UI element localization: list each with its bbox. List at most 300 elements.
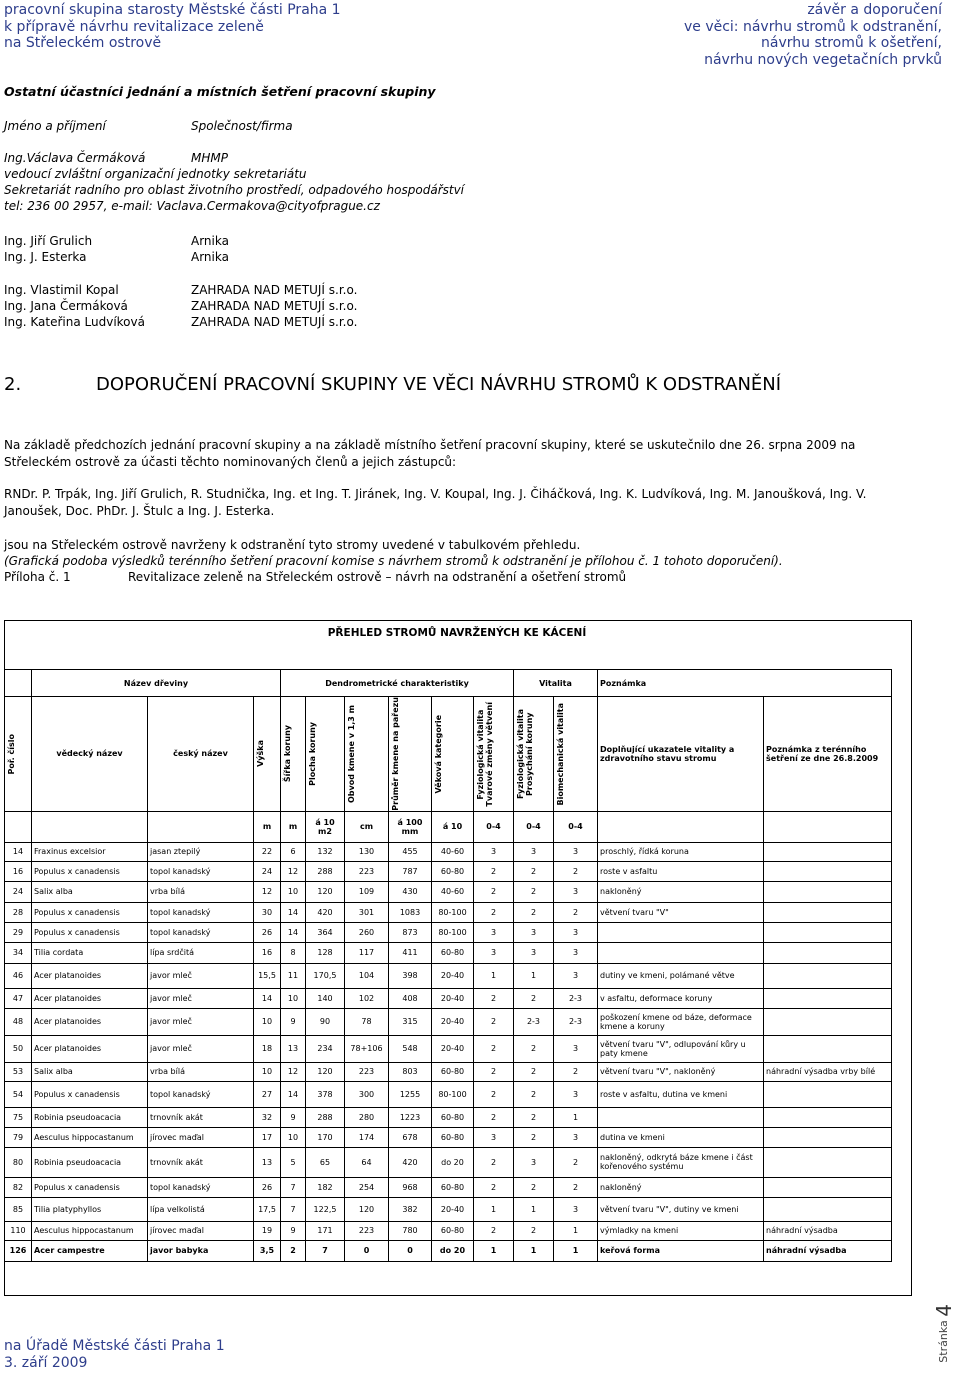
table-cell: 28 (5, 902, 32, 922)
contact-block (4, 150, 944, 214)
table-cell: 3 (554, 881, 598, 902)
table-cell: 60-80 (432, 1127, 474, 1147)
table-cell: jasan ztepilý (148, 842, 254, 861)
people-group-zahrada (4, 282, 357, 330)
table-cell: nakloněný (598, 881, 764, 902)
table-cell: trnovník akát (148, 1107, 254, 1127)
contact-role: vedoucí zvláštní organizační jednotky sekretariátu (4, 167, 307, 181)
table-cell: 80-100 (432, 902, 474, 922)
table-cell: 254 (345, 1177, 389, 1197)
table-cell: javor mleč (148, 1035, 254, 1062)
table-cell: 11 (281, 963, 306, 988)
person-company: Arnika (191, 250, 229, 264)
table-row (5, 1177, 892, 1197)
table-cell: 40-60 (432, 842, 474, 861)
col-header-scientific: vědecký název (32, 697, 148, 812)
table-cell: poškození kmene od báze, deformace kmene a koruny (598, 1008, 764, 1035)
person-company: ZAHRADA NAD METUJÍ s.r.o. (191, 299, 358, 313)
table-row (5, 881, 892, 902)
table-cell: 18 (254, 1035, 281, 1062)
table-cell: 132 (306, 842, 345, 861)
table-cell: 32 (254, 1107, 281, 1127)
table-cell: 780 (389, 1221, 432, 1240)
attachment-line (4, 569, 924, 586)
table-cell: 6 (281, 842, 306, 861)
table-cell (764, 1197, 892, 1221)
table-cell: 378 (306, 1081, 345, 1107)
table-cell: nakloněný (598, 1177, 764, 1197)
header-right-line: ve věci: návrhu stromů k odstranění, (683, 18, 942, 35)
table-cell: 1 (514, 1197, 554, 1221)
table-cell: 1 (554, 1240, 598, 1261)
table-cell: 60-80 (432, 1107, 474, 1127)
table-cell: 234 (306, 1035, 345, 1062)
col-header-age: Věková kategorie (434, 714, 443, 794)
table-cell: 170 (306, 1127, 345, 1147)
table-cell: Robinia pseudoacacia (32, 1147, 148, 1177)
table-row (5, 1127, 892, 1147)
table-cell: 65 (306, 1147, 345, 1177)
contact-name: Ing.Václava Čermáková (4, 151, 146, 165)
table-cell: 60-80 (432, 1221, 474, 1240)
table-cell: 20-40 (432, 1035, 474, 1062)
header-left (4, 2, 341, 52)
people-group-arnika (4, 233, 229, 265)
table-cell: v asfaltu, deformace koruny (598, 988, 764, 1008)
table-cell: topol kanadský (148, 1177, 254, 1197)
table-cell: 24 (254, 861, 281, 881)
person-name: Ing. Jiří Grulich (4, 234, 93, 248)
table-cell: 82 (5, 1177, 32, 1197)
table-cell: 53 (5, 1062, 32, 1081)
table-cell: 12 (254, 881, 281, 902)
table-cell: 14 (281, 902, 306, 922)
group-header-name: Název dřeviny (32, 670, 281, 697)
table-cell: roste v asfaltu, dutina ve kmeni (598, 1081, 764, 1107)
table-cell: 2 (474, 988, 514, 1008)
table-cell: 1 (474, 1240, 514, 1261)
person-name: Ing. Kateřina Ludvíková (4, 315, 145, 329)
paragraph-note: (Grafická podoba výsledků terénního šetření pracovní komise s návrhem stromů k odstranění je přílohou č. 1 tohoto doporučení). (4, 554, 783, 568)
table-cell: Populus x canadensis (32, 1177, 148, 1197)
table-cell: 110 (5, 1221, 32, 1240)
table-cell: 3 (554, 1081, 598, 1107)
table-cell: Aesculus hippocastanum (32, 1127, 148, 1147)
table-cell: 968 (389, 1177, 432, 1197)
table-cell: 20-40 (432, 1008, 474, 1035)
table-cell: 90 (306, 1008, 345, 1035)
table-cell (764, 1147, 892, 1177)
col-header-height: Výška (256, 740, 265, 768)
table-cell: 3 (514, 1147, 554, 1177)
table-cell: 104 (345, 963, 389, 988)
header-left-line: k přípravě návrhu revitalizace zeleně (4, 18, 264, 35)
col-header-order: Poř. číslo (7, 733, 16, 775)
table-cell: 2 (554, 1147, 598, 1177)
table-cell: 455 (389, 842, 432, 861)
table-cell: 128 (306, 942, 345, 963)
table-cell: náhradní výsadba (764, 1240, 892, 1261)
table-row (5, 1081, 892, 1107)
table-cell: Salix alba (32, 881, 148, 902)
table-cell: lípa srdčitá (148, 942, 254, 963)
table-cell: 60-80 (432, 942, 474, 963)
section-heading-text: DOPORUČENÍ PRACOVNÍ SKUPINY VE VĚCI NÁVRHU STROMŮ K ODSTRANĚNÍ (96, 374, 782, 395)
header-right-line: návrhu stromů k ošetření, (761, 35, 942, 51)
col-header-biomech: Biomechanická vitalita (556, 702, 565, 806)
table-cell: lípa velkolistá (148, 1197, 254, 1221)
person-row (4, 298, 357, 314)
table-row (5, 963, 892, 988)
table-cell: 2 (554, 902, 598, 922)
table-cell: 14 (281, 922, 306, 942)
table-cell: Tilia cordata (32, 942, 148, 963)
table-cell: 1255 (389, 1081, 432, 1107)
table-cell: 15,5 (254, 963, 281, 988)
table-cell: Acer platanoides (32, 988, 148, 1008)
table-cell (598, 942, 764, 963)
table-cell: Acer campestre (32, 1240, 148, 1261)
attachment-label: Příloha č. 1 (4, 570, 71, 584)
table-cell (764, 988, 892, 1008)
blank-header-cell (5, 670, 32, 697)
table-cell: 126 (5, 1240, 32, 1261)
table-cell: 75 (5, 1107, 32, 1127)
table-cell: dutiny ve kmeni, polámané větve (598, 963, 764, 988)
table-cell: 7 (281, 1197, 306, 1221)
table-cell: 60-80 (432, 1177, 474, 1197)
table-cell: 3 (554, 1197, 598, 1221)
table-cell: 2 (514, 1081, 554, 1107)
table-row (5, 1197, 892, 1221)
table-cell: proschlý, řídká koruna (598, 842, 764, 861)
unit-cell: 0-4 (554, 811, 598, 842)
table-cell: javor mleč (148, 963, 254, 988)
table-cell: Acer platanoides (32, 963, 148, 988)
table-cell: 50 (5, 1035, 32, 1062)
table-row (5, 842, 892, 861)
table-cell: 2 (474, 1035, 514, 1062)
table-cell: 1 (554, 1221, 598, 1240)
table-cell: 34 (5, 942, 32, 963)
table-cell: 398 (389, 963, 432, 988)
table-cell: 26 (254, 922, 281, 942)
table-cell: větvení tvaru "V", nakloněný (598, 1062, 764, 1081)
table-cell: 14 (281, 1081, 306, 1107)
table-cell: nakloněný, odkrytá báze kmene i část kořenového systému (598, 1147, 764, 1177)
table-cell: Populus x canadensis (32, 902, 148, 922)
col-header-indicators: Doplňující ukazatele vitality a zdravotního stavu stromu (598, 697, 764, 812)
table-cell: 2 (514, 902, 554, 922)
table-cell: Acer platanoides (32, 1035, 148, 1062)
group-header-dendro: Dendrometrické charakteristiky (281, 670, 514, 697)
table-cell: 1 (474, 1197, 514, 1221)
table-row (5, 902, 892, 922)
table-cell (764, 861, 892, 881)
table-cell: 80-100 (432, 1081, 474, 1107)
table-cell: 14 (254, 988, 281, 1008)
table-cell: 1 (514, 1240, 554, 1261)
table-cell: 2 (514, 881, 554, 902)
table-cell: větvení tvaru "V" (598, 902, 764, 922)
table-cell (764, 922, 892, 942)
table-cell: 2-3 (514, 1008, 554, 1035)
table-cell: 0 (389, 1240, 432, 1261)
table-cell: 5 (281, 1147, 306, 1177)
table-cell: 1083 (389, 902, 432, 922)
table-cell: 20-40 (432, 1197, 474, 1221)
paragraph-members: RNDr. P. Trpák, Ing. Jiří Grulich, R. Studnička, Ing. et Ing. T. Jiránek, Ing. V. Koupal, Ing. J. Čiháčková, Ing. K. Ludvíková, Ing. M. Janoušková, Ing. V. Janoušek, Doc. PhDr. J. Štulc a Ing. J. Esterka. (4, 487, 867, 518)
person-row (4, 249, 229, 265)
table-cell: 1 (554, 1107, 598, 1127)
participants-header (4, 118, 293, 134)
table-cell: keřová forma (598, 1240, 764, 1261)
company-column-header: Společnost/firma (191, 119, 293, 133)
table-cell: Populus x canadensis (32, 1081, 148, 1107)
table-cell: 60-80 (432, 861, 474, 881)
table-cell: topol kanadský (148, 1081, 254, 1107)
person-name: Ing. Vlastimil Kopal (4, 283, 119, 297)
table-cell: dutina ve kmeni (598, 1127, 764, 1147)
table-cell: Populus x canadensis (32, 861, 148, 881)
table-cell: 17,5 (254, 1197, 281, 1221)
table-cell: 420 (306, 902, 345, 922)
table-row (5, 1221, 892, 1240)
units-row (5, 811, 892, 842)
table-cell: 182 (306, 1177, 345, 1197)
table-cell: 3 (514, 942, 554, 963)
page-label: Stránka (937, 1320, 950, 1363)
contact-phone: tel: 236 00 2957, e-mail: Vaclava.Cermakova@cityofprague.cz (4, 199, 380, 213)
table-cell: Salix alba (32, 1062, 148, 1081)
table-cell: 20-40 (432, 988, 474, 1008)
name-column-header: Jméno a příjmení (4, 119, 106, 133)
table-cell: 2 (474, 1081, 514, 1107)
header-right-line: návrhu nových vegetačních prvků (704, 51, 942, 68)
table-cell: 430 (389, 881, 432, 902)
table-cell: javor mleč (148, 988, 254, 1008)
table-cell: 22 (254, 842, 281, 861)
table-cell: javor mleč (148, 1008, 254, 1035)
col-header-vitality-drying: Fyziologická vitalita Prosychání koruny (516, 708, 534, 799)
table-cell: Acer platanoides (32, 1008, 148, 1035)
table-cell (764, 963, 892, 988)
table-cell: 2 (514, 1177, 554, 1197)
table-cell: 223 (345, 1062, 389, 1081)
table-cell: 3 (514, 922, 554, 942)
unit-cell: 0-4 (514, 811, 554, 842)
table-cell (764, 881, 892, 902)
table-cell: 301 (345, 902, 389, 922)
table-cell: 2 (474, 881, 514, 902)
section-title: Ostatní účastníci jednání a místních šetření pracovní skupiny (4, 84, 436, 99)
table-row (5, 1147, 892, 1177)
table-cell: Aesculus hippocastanum (32, 1221, 148, 1240)
table-cell: 10 (254, 1008, 281, 1035)
table-cell (598, 922, 764, 942)
table-cell: 16 (5, 861, 32, 881)
table-cell: 3 (554, 922, 598, 942)
table-row (5, 1035, 892, 1062)
table-cell: 40-60 (432, 881, 474, 902)
table-cell: 2 (514, 1107, 554, 1127)
table-cell: 548 (389, 1035, 432, 1062)
table-cell: větvení tvaru "V", odlupování kůry u paty kmene (598, 1035, 764, 1062)
table-cell: 382 (389, 1197, 432, 1221)
table-cell (764, 1127, 892, 1147)
table-cell: náhradní výsadba (764, 1221, 892, 1240)
contact-dept: Sekretariát radního pro oblast životního prostředí, odpadového hospodářství (4, 183, 465, 197)
table-cell: jírovec maďal (148, 1221, 254, 1240)
col-header-diameter: Průměr kmene na pařezu (391, 697, 400, 811)
contact-company: MHMP (191, 151, 228, 165)
table-cell: 3 (474, 922, 514, 942)
page-number-value: 4 (932, 1304, 956, 1318)
table-cell: 1223 (389, 1107, 432, 1127)
table-cell: Fraxinus excelsior (32, 842, 148, 861)
table-row (5, 1240, 892, 1261)
table-cell: 2 (474, 1177, 514, 1197)
section-heading (4, 374, 781, 395)
section-number: 2. (4, 374, 22, 395)
table-cell: větvení tvaru "V", dutiny ve kmeni (598, 1197, 764, 1221)
table-cell: 3 (514, 842, 554, 861)
table-cell: 408 (389, 988, 432, 1008)
table-cell: 130 (345, 842, 389, 861)
table-cell: 2 (514, 1221, 554, 1240)
table-cell (764, 1177, 892, 1197)
table-cell: náhradní výsadba vrby bílé (764, 1062, 892, 1081)
table-cell: 9 (281, 1107, 306, 1127)
table-cell: 8 (281, 942, 306, 963)
table-cell: topol kanadský (148, 861, 254, 881)
table-cell: 2 (281, 1240, 306, 1261)
table-cell: 2-3 (554, 1008, 598, 1035)
table-cell: 3 (554, 942, 598, 963)
table-cell: 2 (474, 1107, 514, 1127)
table-cell: 3 (474, 942, 514, 963)
table-cell: 2 (554, 861, 598, 881)
table-cell: 78 (345, 1008, 389, 1035)
table-cell: 315 (389, 1008, 432, 1035)
unit-cell: á 10 (432, 811, 474, 842)
table-cell: 19 (254, 1221, 281, 1240)
table-cell: topol kanadský (148, 922, 254, 942)
table-cell (764, 842, 892, 861)
table-cell: 2-3 (554, 988, 598, 1008)
table-cell: 223 (345, 1221, 389, 1240)
table-cell: jírovec maďal (148, 1127, 254, 1147)
table-cell: 3,5 (254, 1240, 281, 1261)
table-cell: javor babyka (148, 1240, 254, 1261)
table-cell: 1 (474, 963, 514, 988)
table-cell: Tilia platyphyllos (32, 1197, 148, 1221)
paragraph-intro: Na základě předchozích jednání pracovní skupiny a na základě místního šetření pracovní skupiny, které se uskutečnilo dne 26. srpna 2009 na Střeleckém ostrově za účasti těchto nominovaných členů a jejich zástupců: (4, 438, 856, 469)
table-cell: 13 (254, 1147, 281, 1177)
unit-cell: á 10 m2 (306, 811, 345, 842)
table-cell: 2 (514, 1127, 554, 1147)
col-header-czech: český název (148, 697, 254, 812)
table-cell: 10 (281, 881, 306, 902)
footer-office: na Úřadě Městské části Praha 1 (4, 1338, 225, 1354)
table-cell: trnovník akát (148, 1147, 254, 1177)
paragraph-result: jsou na Střeleckém ostrově navrženy k odstranění tyto stromy uvedené v tabulkovém přehledu. (4, 538, 581, 552)
table-cell: 223 (345, 861, 389, 881)
table-cell: 2 (554, 1177, 598, 1197)
table-cell (764, 902, 892, 922)
col-header-girth: Obvod kmene v 1,3 m (347, 704, 356, 803)
page-number (932, 1304, 956, 1363)
table-cell: 10 (254, 1062, 281, 1081)
group-header-vitality: Vitalita (514, 670, 598, 697)
table-cell: 280 (345, 1107, 389, 1127)
table-cell: 2 (474, 1008, 514, 1035)
table-cell: 20-40 (432, 963, 474, 988)
table-title: PŘEHLED STROMŮ NAVRŽENÝCH KE KÁCENÍ (327, 627, 587, 639)
person-name: Ing. Jana Čermáková (4, 299, 128, 313)
table-cell: 1 (514, 963, 554, 988)
header-right-line: závěr a doporučení (807, 2, 942, 18)
table-cell: 2 (474, 902, 514, 922)
table-cell: 122,5 (306, 1197, 345, 1221)
table-cell: 48 (5, 1008, 32, 1035)
table-cell: 174 (345, 1127, 389, 1147)
person-company: Arnika (191, 234, 229, 248)
table-row (5, 1107, 892, 1127)
col-header-crown-width: Šířka koruny (283, 725, 292, 783)
table-cell (764, 1081, 892, 1107)
table-cell: 24 (5, 881, 32, 902)
table-cell (764, 1008, 892, 1035)
unit-cell: m (254, 811, 281, 842)
table-cell: 3 (554, 1035, 598, 1062)
table-cell: 2 (474, 1062, 514, 1081)
table-cell: 2 (474, 1147, 514, 1177)
table-cell (598, 1107, 764, 1127)
unit-cell: 0-4 (474, 811, 514, 842)
table-cell: 288 (306, 861, 345, 881)
table-cell: 2 (514, 988, 554, 1008)
table-cell: 364 (306, 922, 345, 942)
col-header-vitality-branching: Fyziologická vitalita Tvarové změny větvení (476, 701, 494, 807)
table-cell: 54 (5, 1081, 32, 1107)
col-header-field-note: Poznámka z terénního šetření ze dne 26.8.2009 (764, 697, 892, 812)
table-cell: 80 (5, 1147, 32, 1177)
table-cell: 17 (254, 1127, 281, 1147)
unit-cell: á 100 mm (389, 811, 432, 842)
table-cell: 288 (306, 1107, 345, 1127)
table-row (5, 988, 892, 1008)
table-row (5, 1062, 892, 1081)
table-cell: 2 (474, 1221, 514, 1240)
table-cell: 26 (254, 1177, 281, 1197)
header-right (684, 2, 942, 68)
table-cell: 678 (389, 1127, 432, 1147)
table-cell: 14 (5, 842, 32, 861)
table-cell (764, 942, 892, 963)
table-cell: 3 (554, 842, 598, 861)
table-cell: 27 (254, 1081, 281, 1107)
table-cell: výmladky na kmeni (598, 1221, 764, 1240)
table-cell: 7 (281, 1177, 306, 1197)
col-header-crown-area: Plocha koruny (308, 721, 317, 786)
table-row (5, 922, 892, 942)
table-cell: 803 (389, 1062, 432, 1081)
table-cell: 2 (514, 1062, 554, 1081)
table-cell: vrba bílá (148, 1062, 254, 1081)
table-cell: 2 (514, 861, 554, 881)
person-row (4, 282, 357, 298)
